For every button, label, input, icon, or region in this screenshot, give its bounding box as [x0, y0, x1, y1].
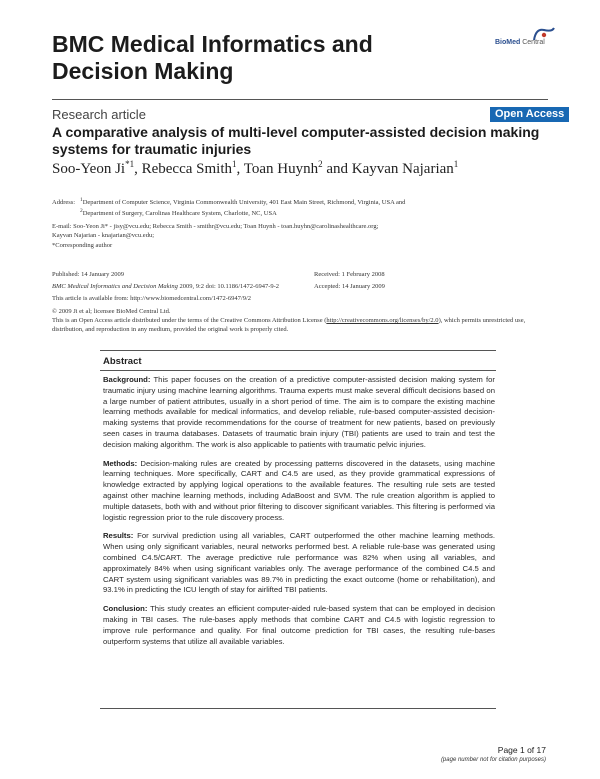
section-text: Decision-making rules are created by processing patterns discovered in the datasets, using machine learning techniques. More specifically, CART and C4.5 are used, as they provide grammatical expressions of knowledge extracted by applying logical operations to the available features. The resulting rule sets are tested against other machine learning methods, including AdaBoost and SVM. The rule creation algorithm is applied to multiple datasets, both with and without prior filtering to discover significant variables. This filtering is performed via logistic regression prior to the rule discovery process. — [103, 458, 495, 522]
page-number: Page 1 of 17 — [497, 745, 546, 755]
section-label: Background: — [103, 375, 151, 384]
author-separator: and — [322, 161, 352, 177]
address-label: Address: — [52, 199, 76, 207]
copyright-note: © 2009 Ji et al; licensee BioMed Central Ltd. — [52, 308, 171, 315]
abstract-body — [103, 375, 495, 655]
address-sup: 1 — [80, 197, 83, 203]
author-affiliation: 1 — [231, 159, 237, 169]
abstract-top-divider — [100, 350, 496, 351]
section-label: Methods: — [103, 458, 138, 468]
accepted-date: Accepted: 14 January 2009 — [314, 283, 385, 290]
author-list — [52, 159, 458, 178]
citation-journal: BMC Medical Informatics and Decision Making — [52, 283, 178, 290]
email-line-1[interactable]: E-mail: Soo-Yeon Ji* - jisy@vcu.edu; Rebecca Smith - smithr@vcu.edu; Toan Huynh - toan.huyhn@carolinashealthcare.org; — [52, 223, 379, 230]
email-line-2[interactable]: Kayvan Najarian - knajarian@vcu.edu; — [52, 232, 154, 239]
citation-doi[interactable]: 2009, 9:2 doi: 10.1186/1472-6947-9-2 — [177, 283, 280, 290]
author-separator: , — [134, 161, 142, 177]
abstract-background — [103, 375, 495, 451]
address-block — [52, 196, 522, 218]
author-name[interactable]: Soo-Yeon Ji — [52, 161, 126, 177]
abstract-heading: Abstract — [103, 356, 142, 367]
logo-text-bold: BioMed — [495, 39, 521, 46]
section-text: For survival prediction using all variables, CART outperformed the other machine learning methods. When using only significant variables, neural networks performed best. A reliable rule-base was generated using combined C4.5/CART. The average predictive rule performance was 82% when using all variables, and approximately 84% when using significant variables only. The average performance of the combined C4.5 and CART system using significant variables was 89.7% in predicting the exact outcome (home or rehabilitation), and 93.1% in predicting the ICU length of stay for airlifted TBI patients. — [103, 531, 495, 595]
section-label: Conclusion: — [103, 604, 148, 614]
author-affiliation: *1 — [125, 159, 135, 169]
article-title: A comparative analysis of multi-level computer-assisted decision making systems for traumatic injuries — [52, 124, 540, 157]
header-divider — [52, 99, 548, 100]
logo-text-thin: Central — [520, 39, 545, 46]
author-name[interactable]: Rebecca Smith — [141, 161, 232, 177]
author-affiliation: 2 — [318, 159, 323, 169]
journal-title: BMC Medical Informatics and Decision Making — [52, 31, 373, 84]
section-label: Results: — [103, 531, 134, 541]
abstract-conclusion — [103, 604, 495, 647]
abstract-results — [103, 531, 495, 596]
biomed-central-logo[interactable] — [482, 26, 562, 50]
abstract-heading-divider — [100, 370, 496, 371]
license-link[interactable]: http://creativecommons.org/licenses/by/2.0 — [326, 317, 439, 324]
corresponding-author-note: *Corresponding author — [52, 242, 113, 249]
abstract-methods — [103, 459, 495, 524]
address-line-2: Department of Surgery, Carolinas Healthcare System, Charlotte, NC, USA — [82, 210, 277, 218]
received-date: Received: 1 February 2008 — [314, 271, 385, 278]
section-text: This study creates an efficient computer-aided rule-based system that can be employed in decision making in TBI cases. The rule-bases apply methods that combine CART and C4.5 with logistic regression to improve rule performance and quality. For final outcome prediction for TBI cases, the resulting rule-bases outperform systems that utilize all available variables. — [103, 604, 495, 646]
article-type: Research article — [52, 107, 146, 122]
open-access-badge: Open Access — [490, 107, 569, 122]
abstract-bottom-divider — [100, 708, 496, 709]
address-line-1: Department of Computer Science, Virginia Commonwealth University, 401 East Main Street, Richmond, Virginia, USA and — [82, 199, 406, 207]
license-text-pre: This is an Open Access article distributed under the terms of the Creative Commons Attribution License ( — [52, 317, 327, 324]
author-name[interactable]: Toan Huynh — [243, 161, 319, 177]
availability-note[interactable]: This article is available from: http://www.biomedcentral.com/1472-6947/9/2 — [52, 295, 252, 302]
license-text-post: ), which permits unrestricted use, distribution, and reproduction in any medium, provided the original work is properly cited. — [52, 317, 526, 333]
page-number-note: (page number not for citation purposes) — [440, 757, 546, 763]
address-sup: 2 — [80, 208, 83, 215]
author-affiliation: 1 — [453, 159, 459, 169]
author-separator: , — [236, 161, 244, 177]
license-note — [52, 316, 552, 334]
author-name[interactable]: Kayvan Najarian — [351, 161, 454, 177]
email-block — [52, 222, 522, 240]
section-text: This paper focuses on the creation of a predictive computer-assisted decision making system for traumatic injury using machine learning algorithms. Trauma experts must make several difficult decisions based on a large number of patient attributes, usually in a short period of time. The aim is to compare the existing machine learning methods available for medical informatics, and develop reliable, rule-based computer-assisted decision-making systems that provide recommendations for the course of treatment for new patients, based on previously seen cases in trauma databases. Datasets of traumatic brain injury (TBI) patients are used to train and test the decision making algorithm. The work is also applicable to patients with traumatic pelvic injuries. — [103, 375, 495, 449]
published-date: Published: 14 January 2009 — [52, 271, 125, 278]
